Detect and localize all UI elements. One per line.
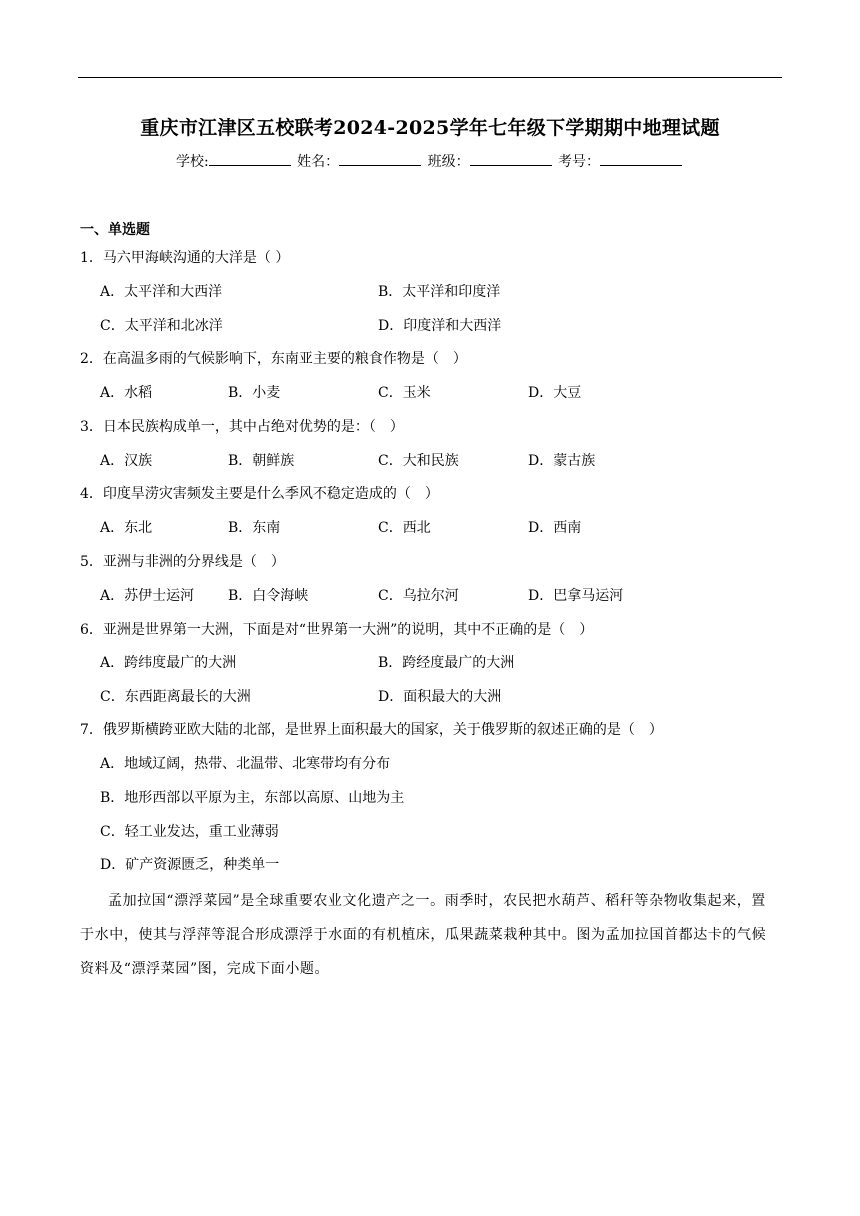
question-7-option-d[interactable]: D．矿产资源匮乏，种类单一 [100,857,280,873]
question-5-option-b[interactable]: B．白令海峡 [228,588,309,604]
question-5-option-a[interactable]: A．苏伊士运河 [100,588,195,604]
class-label: 班级： [427,154,470,170]
question-3-option-d[interactable]: D．蒙古族 [528,453,596,469]
name-label: 姓名： [297,154,340,170]
reading-passage: 孟加拉国“漂浮菜园”是全球重要农业文化遗产之一。雨季时，农民把水葫芦、稻秆等杂物收集起来，置于水中，使其与浮萍等混合形成漂浮于水面的有机植床，瓜果蔬菜栽种其中。图为孟加拉国首都达卡的气候资料及“漂浮菜园”图，完成下面小题。 [80,893,767,977]
question-6-option-d[interactable]: D．面积最大的大洲 [378,689,502,705]
exam-no-label: 考号： [558,154,601,170]
question-1-option-a[interactable]: A．太平洋和大西洋 [100,284,223,300]
school-blank[interactable] [209,151,291,166]
question-3-option-c[interactable]: C．大和民族 [378,453,459,469]
question-1-option-b[interactable]: B．太平洋和印度洋 [378,284,501,300]
question-6-option-b[interactable]: B．跨经度最广的大洲 [378,655,515,671]
question-3-option-b[interactable]: B．朝鲜族 [228,453,295,469]
question-3-option-a[interactable]: A．汉族 [100,453,153,469]
question-4-stem: 4．印度旱涝灾害频发主要是什么季风不稳定造成的（ ） [80,486,439,502]
question-5-option-d[interactable]: D．巴拿马运河 [528,588,624,604]
question-7-stem: 7．俄罗斯横跨亚欧大陆的北部，是世界上面积最大的国家，关于俄罗斯的叙述正确的是（ ） [80,722,663,738]
school-label: 学校: [175,154,209,170]
question-2-option-c[interactable]: C．玉米 [378,385,431,401]
class-blank[interactable] [470,151,552,166]
question-4-option-b[interactable]: B．东南 [228,520,281,536]
question-1-stem: 1．马六甲海峡沟通的大洋是（ ） [80,250,290,266]
student-info-line [0,151,860,171]
question-7-option-b[interactable]: B．地形西部以平原为主，东部以高原、山地为主 [100,790,405,806]
question-5-stem: 5．亚洲与非洲的分界线是（ ） [80,554,285,570]
question-4-option-a[interactable]: A．东北 [100,520,153,536]
question-2-option-d[interactable]: D．大豆 [528,385,582,401]
question-6-stem: 6．亚洲是世界第一大洲，下面是对“世界第一大洲”的说明，其中不正确的是（ ） [80,622,594,638]
question-5-option-c[interactable]: C．乌拉尔河 [378,588,459,604]
question-2-option-a[interactable]: A．水稻 [100,385,153,401]
exam-no-blank[interactable] [600,151,682,166]
name-blank[interactable] [339,151,421,166]
question-7-option-a[interactable]: A．地域辽阔，热带、北温带、北寒带均有分布 [100,756,391,772]
question-1-option-d[interactable]: D．印度洋和大西洋 [378,318,502,334]
question-7-option-c[interactable]: C．轻工业发达，重工业薄弱 [100,824,279,840]
exam-title: 重庆市江津区五校联考2024-2025学年七年级下学期期中地理试题 [140,117,720,139]
question-4-option-d[interactable]: D．西南 [528,520,582,536]
question-1-option-c[interactable]: C．太平洋和北冰洋 [100,318,223,334]
question-4-option-c[interactable]: C．西北 [378,520,431,536]
question-3-stem: 3．日本民族构成单一，其中占绝对优势的是：（ ） [80,419,404,435]
top-rule [78,77,782,78]
question-2-stem: 2．在高温多雨的气候影响下，东南亚主要的粮食作物是（ ） [80,351,467,367]
question-2-option-b[interactable]: B．小麦 [228,385,281,401]
question-6-option-a[interactable]: A．跨纬度最广的大洲 [100,655,237,671]
question-6-option-c[interactable]: C．东西距离最长的大洲 [100,689,251,705]
section-heading: 一、单选题 [80,222,150,238]
